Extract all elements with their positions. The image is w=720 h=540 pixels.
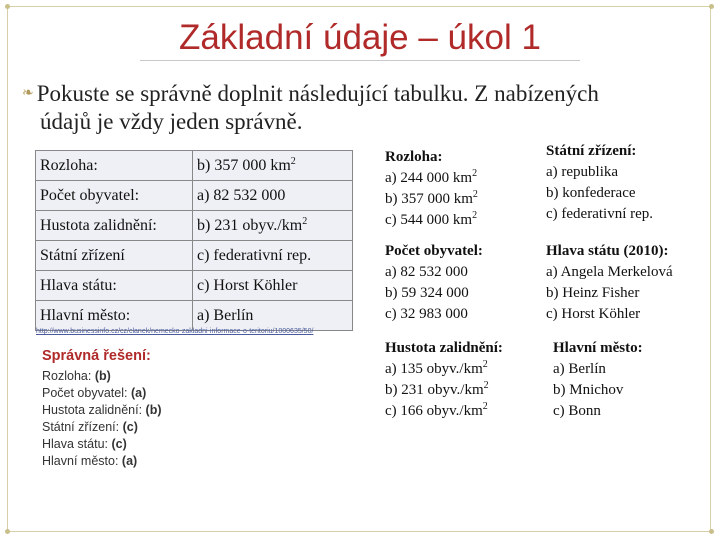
table-row [36, 301, 353, 331]
solution-line: Hlava státu: (c) [42, 437, 127, 451]
solution-block [42, 348, 162, 470]
table-row [36, 181, 353, 211]
options-hustota: Hustota zalidnění: a) 135 $obyv./km^2$ b) 231 $obyv./km^2$ c) 166 $obyv./km^2$ [385, 340, 503, 419]
solution-line: Státní zřízení: (c) [42, 420, 138, 434]
table-row [36, 271, 353, 301]
answer-table [35, 150, 353, 331]
solution-heading: Správná řešení: [42, 348, 151, 364]
options-statni-zrizeni: Státní zřízení: a) republika b) konfederace c) federativní rep. [546, 143, 654, 222]
table-label: Počet obyvatel: [36, 181, 193, 211]
source-link[interactable]: http://www.businessinfo.cz/cz/clanek/nemecko-zakladni-informace-o-teritoriu/1000635/50/ [36, 328, 314, 335]
table-row [36, 241, 353, 271]
table-row [36, 151, 353, 181]
solution-line: Hustota zalidnění: (b) [42, 403, 162, 417]
corner-dot [5, 529, 10, 534]
intro-text [22, 80, 702, 136]
corner-dot [5, 4, 10, 9]
table-label: Hlava státu: [36, 271, 193, 301]
bullet-icon: ❧ [22, 86, 34, 101]
table-value: c) federativní rep. [193, 241, 353, 271]
slide-title: Základní údaje – úkol 1 [179, 18, 541, 57]
solution-line: Počet obyvatel: (a) [42, 386, 147, 400]
table-value: a) 82 532 000 [193, 181, 353, 211]
solution-line: Hlavní město: (a) [42, 454, 138, 468]
solution-line: Rozloha: (b) [42, 369, 111, 383]
options-hlavni-mesto: Hlavní město: a) Berlín b) Mnichov c) Bonn [553, 340, 643, 419]
options-pocet-obyvatel: Počet obyvatel: a) 82 532 000 b) 59 324 000 c) 32 983 000 [385, 243, 483, 322]
table-value: c) Horst Köhler [193, 271, 353, 301]
table-label: Státní zřízení [36, 241, 193, 271]
table-value: b) 357 000 $km^2$ [193, 151, 353, 181]
title-divider [140, 60, 580, 61]
intro-line-1: Pokuste se správně doplnit následující tabulku. Z nabízených [36, 81, 599, 106]
table-label: Rozloha: [36, 151, 193, 181]
table-row [36, 211, 353, 241]
corner-dot [709, 4, 714, 9]
options-rozloha: Rozloha: a) 244 000 $km^2$ b) 357 000 $km^2$ c) 544 000 $km^2$ [385, 149, 478, 228]
table-value: b) 231 $obyv./km^2$ [193, 211, 353, 241]
table-label: Hustota zalidnění: [36, 211, 193, 241]
table-value: a) Berlín [193, 301, 353, 331]
table-label: Hlavní město: [36, 301, 193, 331]
options-hlava-statu: Hlava státu (2010): a) Angela Merkelová b) Heinz Fisher c) Horst Köhler [546, 243, 673, 322]
corner-dot [709, 529, 714, 534]
intro-line-2: údajů je vždy jeden správně. [40, 109, 303, 134]
